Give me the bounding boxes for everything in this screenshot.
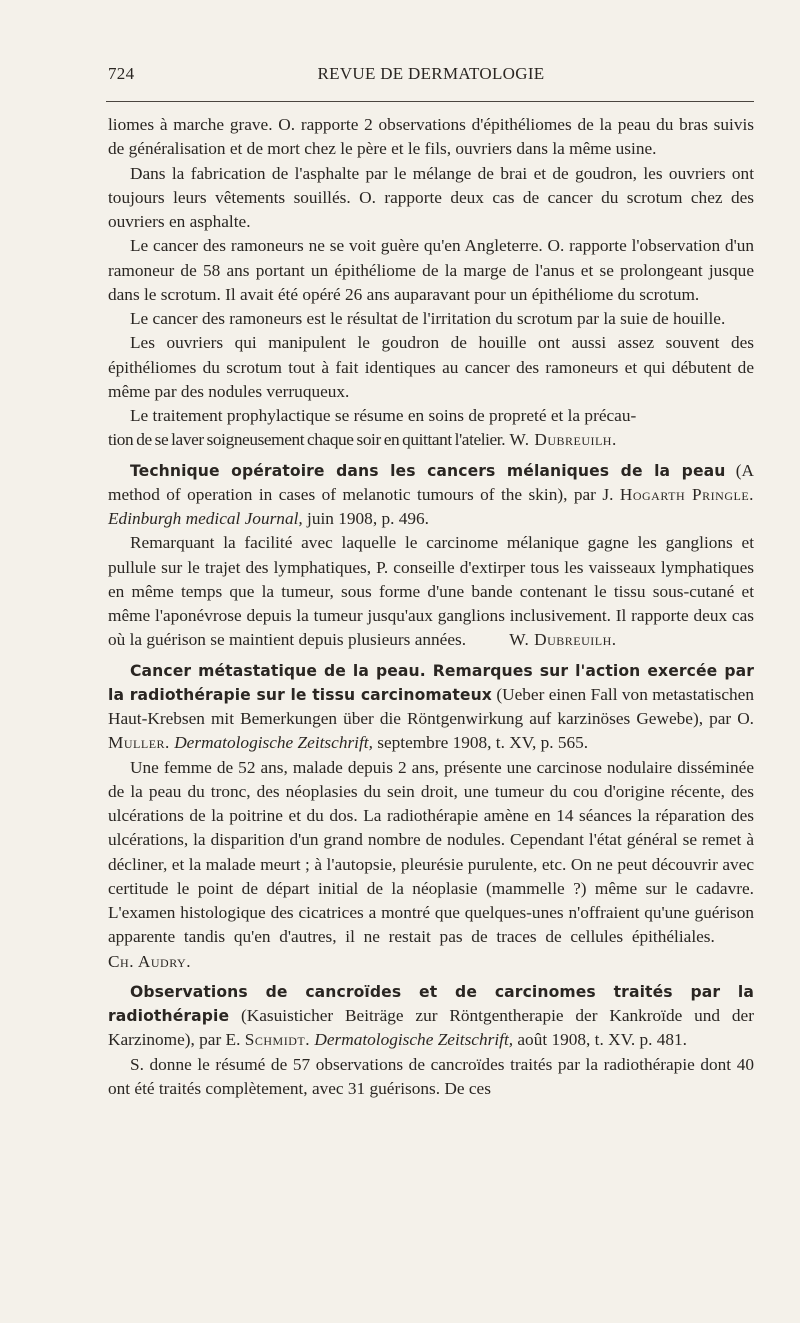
citation-text: (A method of operation in cases of melanotic tumours of the skin), par J. bbox=[108, 460, 754, 504]
journal-name: Dermatologische Zeitschrift, bbox=[174, 733, 373, 753]
article-heading: Observations de cancroïdes et de carcinomes traités par la radiothérapie bbox=[108, 982, 754, 1025]
article-heading: Technique opératoire dans les cancers mélaniques de la peau bbox=[130, 461, 726, 480]
header-rule bbox=[106, 101, 754, 102]
abstract-text: S. donne le résumé de 57 observations de cancroïdes traités par la radiothérapie dont 40 ont été traités complètement, avec 31 guérisons. De ces bbox=[108, 1054, 754, 1098]
journal-name: Dermatologische Zeitschrift, bbox=[314, 1030, 514, 1050]
paragraph: Dans la fabrication de l'asphalte par le mélange de brai et de goudron, les ouvriers ont toujours leurs vêtements souillés. O. rapporte deux cas de cancer du scrotum chez des ouvriers en asphalte. bbox=[108, 163, 754, 231]
abstract-body bbox=[108, 756, 754, 974]
article-heading: Cancer métastatique de la peau. Remarques sur l'action exercée par la radiothérapie sur le tissu carcinomateux bbox=[108, 661, 754, 704]
abstract-body bbox=[108, 1053, 754, 1102]
paragraph-line: tion de se laver soigneusement chaque soir en quittant l'atelier. bbox=[108, 430, 506, 450]
reviewer-signature: W. Dubreuilh. bbox=[509, 430, 617, 450]
paragraph: Le cancer des ramoneurs ne se voit guère qu'en Angleterre. O. rapporte l'observation d'un ramoneur de 58 ans portant un épithéliome de la marge de l'anus et se prolongeant jusque dans le scrotum. Il avait été opéré 26 ans auparavant pour un épithéliome du scrotum. bbox=[108, 236, 754, 304]
abstract-entry bbox=[108, 659, 754, 756]
journal-name: Edinburgh medical Journal, bbox=[108, 509, 303, 528]
reviewer-signature: W. Dubreuilh. bbox=[509, 630, 617, 650]
author-name: Muller. bbox=[108, 733, 170, 753]
author-name: Schmidt. bbox=[244, 1030, 311, 1050]
page-number: 724 bbox=[108, 64, 135, 83]
journal-title: REVUE DE DERMATOLOGIE bbox=[317, 64, 545, 83]
citation-tail: septembre 1908, t. XV, p. 565. bbox=[377, 733, 589, 753]
abstract-body bbox=[108, 531, 754, 652]
abstract-text: Une femme de 52 ans, malade depuis 2 ans, présente une carcinose nodulaire disséminée de la peau du tronc, des néoplasies du sein droit, une tumeur du cou d'origine récente, des ulcérations de la poitrine et du dos. La radiothérapie amène en 14 séances la réparation des ulcérations, la disparition d'un grand nombre de nodules. Cependant l'état général se remet à décliner, et la malade meurt ; à l'autopsie, pleurésie purulente, etc. On ne peut découvrir avec certitude le point de départ initial de la néoplasie (mammelle ?) même sur le cadavre. L'examen histologique des cicatrices a montré que quelques-unes n'offraient qu'une guérison apparente tandis qu'en d'autres, il ne restait pas de traces de cellules épithéliales. bbox=[108, 757, 754, 947]
abstract-entry bbox=[108, 459, 754, 532]
citation-text: (Ueber einen Fall von metastatischen Haut-Krebsen mit Bemerkungen über die Röntgenwirkung auf karzinöses Gewebe), par O. bbox=[108, 684, 754, 728]
abstract-entry bbox=[108, 980, 754, 1053]
citation-tail: août 1908, t. XV. p. 481. bbox=[517, 1030, 688, 1050]
paragraph: Les ouvriers qui manipulent le goudron de houille ont aussi assez souvent des épithéliomes du scrotum tout à fait identiques au cancer des ramoneurs et qui débutent de même par des nodules verruqueux. bbox=[108, 333, 754, 401]
article-body bbox=[108, 113, 754, 1101]
paragraph-line: Le traitement prophylactique se résume en soins de propreté et la précau- bbox=[130, 406, 637, 425]
paragraph: Le cancer des ramoneurs est le résultat de l'irritation du scrotum par la suie de houille. bbox=[130, 309, 726, 328]
author-name: Hogarth Pringle. bbox=[619, 484, 754, 504]
paragraph bbox=[108, 404, 754, 428]
citation-text: (Kasuisticher Beiträge zur Röntgentherapie der Kankroïde und der Karzinome), par E. bbox=[108, 1006, 754, 1050]
reviewer-signature: Ch. Audry. bbox=[108, 951, 192, 971]
running-head bbox=[108, 64, 754, 86]
paragraph-last-line bbox=[108, 428, 754, 452]
paragraph: liomes à marche grave. O. rapporte 2 observations d'épithéliomes de la peau du bras suivis de généralisation et de mort chez le père et le fils, ouvriers dans la même usine. bbox=[108, 115, 754, 159]
abstract-text: Remarquant la facilité avec laquelle le carcinome mélanique gagne les ganglions et pullule sur le trajet des lymphatiques, P. conseille d'extirper tous les vaisseaux lymphatiques en même temps que la tumeur, sous forme d'une bande contenant le tissu sous-cutané et même l'aponévrose depuis la tumeur jusqu'aux ganglions inclusivement. Il rapporte deux cas où la guérison se maintient depuis plusieurs années. bbox=[108, 533, 754, 650]
citation-tail: juin 1908, p. 496. bbox=[307, 509, 429, 528]
